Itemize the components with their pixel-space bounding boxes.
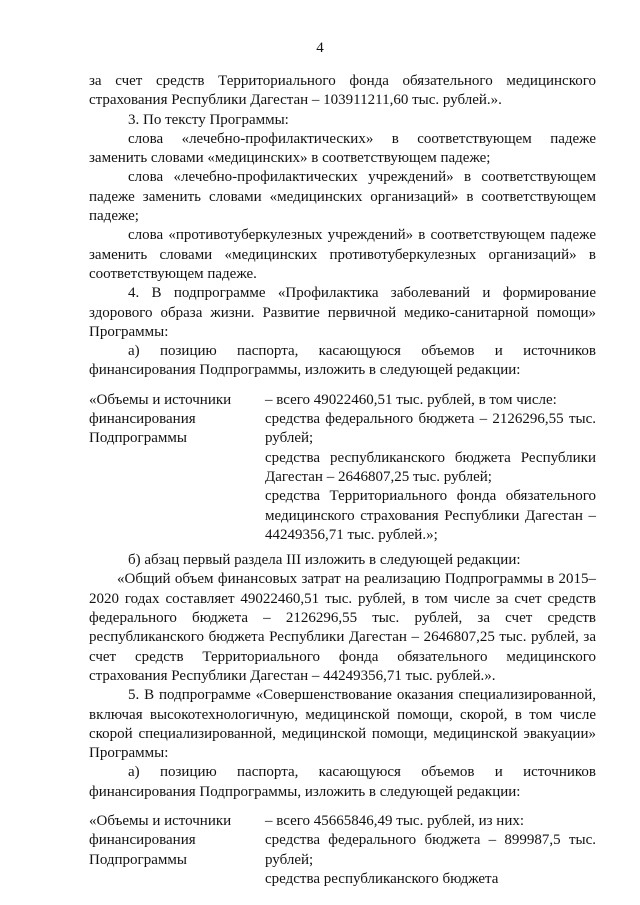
value-line: средства федерального бюджета – 2126296,55 тыс. рублей; (265, 411, 596, 447)
paragraph: за счет средств Территориального фонда обязательного медицинского страхования Республики Дагестан – 103911211,60 тыс. рублей.». (89, 73, 596, 109)
passport-table-2 (89, 812, 596, 889)
label-line: финансирования (89, 832, 196, 849)
label-line: «Объемы и источники (89, 812, 232, 829)
value-line: средства республиканского бюджета Республики Дагестан – 2646807,25 тыс. рублей; (265, 449, 596, 485)
label-line: «Объемы и источники (89, 391, 232, 408)
page-number: 4 (316, 40, 324, 56)
passport-value (265, 812, 596, 889)
paragraph: слова «лечебно-профилактических учреждений» в соответствующем падеже заменить словами «медицинских организаций» в соответствующем падеже; (89, 169, 596, 225)
paragraph: 3. По тексту Программы: (128, 111, 289, 128)
paragraph: «Общий объем финансовых затрат на реализацию Подпрограммы в 2015–2020 годах составляет 49022460,51 тыс. рублей, в том числе за счет средств федерального бюджета – 2126296,55 тыс. рублей, за счет средств республиканского бюджета Республики Дагестан – 2646807,25 тыс. рублей, за счет средств Территориального фонда обязательного медицинского страхования Республики Дагестан – 44249356,71 тыс. рублей.». (89, 571, 596, 684)
passport-label (50, 391, 265, 545)
passport-table-1 (89, 391, 596, 545)
value-line: средства Территориального фонда обязательного медицинского страхования Республики Дагестан – 44249356,71 тыс. рублей.»; (265, 488, 596, 543)
label-line: Подпрограммы (89, 430, 187, 447)
paragraph: слова «противотуберкулезных учреждений» в соответствующем падеже заменить словами «медицинских противотуберкулезных организаций» в соответствующем падеже. (89, 227, 596, 282)
paragraph: б) абзац первый раздела III изложить в следующей редакции: (128, 552, 521, 569)
passport-label (50, 812, 265, 889)
value-line: средства федерального бюджета – 899987,5 тыс. рублей; (265, 832, 596, 868)
paragraph: слова «лечебно-профилактических» в соответствующем падеже заменить словами «медицинских» в соответствующем падеже; (89, 130, 596, 167)
label-line: финансирования (89, 411, 196, 428)
label-line: Подпрограммы (89, 851, 187, 868)
paragraph: 4. В подпрограмме «Профилактика заболеваний и формирование здорового образа жизни. Развитие первичной медико-санитарной помощи» Программы: (89, 285, 596, 340)
value-line: средства республиканского бюджета (265, 870, 499, 887)
value-line: – всего 49022460,51 тыс. рублей, в том числе: (265, 391, 557, 408)
value-line: – всего 45665846,49 тыс. рублей, из них: (265, 812, 525, 829)
paragraph: 5. В подпрограмме «Совершенствование оказания специализированной, включая высокотехнологичную, медицинской помощи, скорой, в том числе скорой специализированной, медицинской помощи, медицинской эвакуации» Программы: (89, 687, 596, 762)
passport-value (265, 391, 596, 545)
paragraph: а) позицию паспорта, касающуюся объемов и источников финансирования Подпрограммы, изложить в следующей редакции: (89, 764, 596, 800)
document-body (89, 72, 596, 895)
paragraph: а) позицию паспорта, касающуюся объемов и источников финансирования Подпрограммы, изложить в следующей редакции: (89, 343, 596, 379)
